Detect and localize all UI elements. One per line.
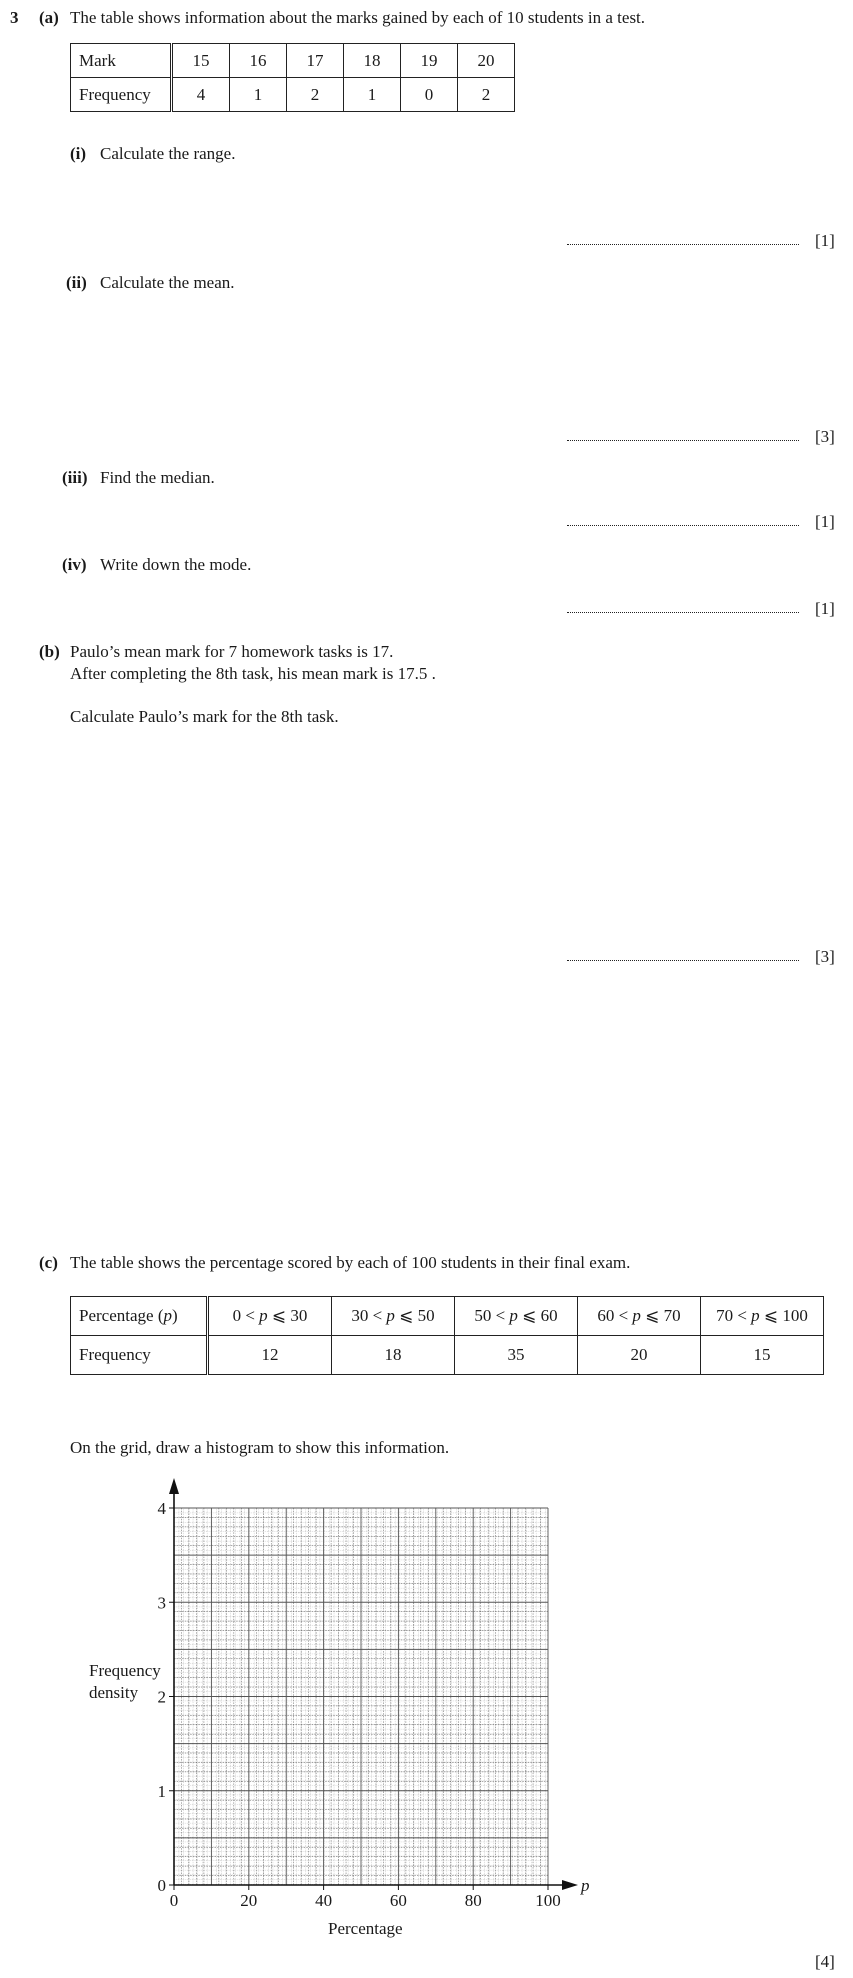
y-axis-label-line2: density: [89, 1683, 139, 1702]
part-a-intro: The table shows information about the marks gained by each of 10 students in a test.: [70, 8, 646, 27]
part-c-label: (c): [39, 1253, 58, 1272]
mark-i: [1]: [815, 231, 835, 250]
x-tick-label: 20: [240, 1891, 258, 1910]
frequency-cell: 2: [458, 78, 515, 112]
answer-line-b[interactable]: [567, 960, 799, 961]
frequency-cell: 0: [401, 78, 458, 112]
sub-iv-text: Write down the mode.: [100, 555, 252, 574]
marks-row-header: Mark: [71, 44, 172, 78]
mark-cell: 18: [344, 44, 401, 78]
mark-b: [3]: [815, 947, 835, 966]
x-tick-label: 40: [315, 1891, 333, 1910]
frequency-cell: 1: [344, 78, 401, 112]
frequency-cell: 1: [230, 78, 287, 112]
sub-ii-text: Calculate the mean.: [100, 273, 235, 292]
mark-ii: [3]: [815, 427, 835, 446]
y-tick-label: 2: [157, 1687, 166, 1707]
mark-cell: 17: [287, 44, 344, 78]
interval-cell: 60 < p ⩽ 70: [578, 1297, 701, 1336]
sub-iii-text: Find the median.: [100, 468, 215, 487]
y-axis-arrow-icon: [169, 1478, 179, 1494]
sub-i-text: Calculate the range.: [100, 144, 236, 163]
mark-c: [4]: [815, 1952, 835, 1971]
frequency-row-header-c: Frequency: [71, 1336, 208, 1375]
interval-cell: 30 < p ⩽ 50: [332, 1297, 455, 1336]
mark-cell: 20: [458, 44, 515, 78]
frequency-row-header: Frequency: [71, 78, 172, 112]
part-b-label: (b): [39, 642, 60, 661]
part-c-intro: The table shows the percentage scored by each of 100 students in their final exam.: [70, 1253, 631, 1272]
x-tick-label: 0: [169, 1891, 179, 1910]
percentage-table: [70, 1296, 824, 1375]
part-b-line3: Calculate Paulo’s mark for the 8th task.: [70, 707, 339, 726]
frequency-cell-c: 18: [332, 1336, 455, 1375]
interval-cell: 0 < p ⩽ 30: [208, 1297, 332, 1336]
frequency-cell: 2: [287, 78, 344, 112]
frequency-cell-c: 12: [208, 1336, 332, 1375]
y-tick-label: 1: [157, 1781, 166, 1801]
mark-cell: 16: [230, 44, 287, 78]
x-axis-variable: p: [581, 1876, 590, 1895]
answer-line-i[interactable]: [567, 244, 799, 245]
sub-ii-label: (ii): [66, 273, 87, 292]
x-axis-arrow-icon: [562, 1880, 578, 1890]
sub-iii-label: (iii): [62, 468, 88, 487]
answer-line-iv[interactable]: [567, 612, 799, 613]
x-tick-label: 60: [389, 1891, 407, 1910]
frequency-cell-c: 20: [578, 1336, 701, 1375]
grid-minor: [174, 1508, 548, 1885]
part-b-line1: Paulo’s mean mark for 7 homework tasks is 17.: [70, 642, 394, 661]
sub-i-label: (i): [70, 144, 87, 163]
question-number: 3: [10, 8, 19, 27]
frequency-cell: 4: [172, 78, 230, 112]
frequency-cell-c: 35: [455, 1336, 578, 1375]
mark-cell: 15: [172, 44, 230, 78]
histogram-instruction: On the grid, draw a histogram to show this information.: [70, 1438, 450, 1457]
x-tick-label: 100: [535, 1891, 561, 1910]
mark-iv: [1]: [815, 599, 835, 618]
sub-iv-label: (iv): [62, 555, 87, 574]
x-axis-label: Percentage: [328, 1919, 403, 1938]
y-tick-label: 3: [157, 1593, 166, 1613]
frequency-row: [71, 78, 515, 112]
part-a-label: (a): [39, 8, 59, 27]
marks-table: [70, 43, 515, 112]
percentage-row: [71, 1297, 824, 1336]
answer-line-ii[interactable]: [567, 440, 799, 441]
answer-line-iii[interactable]: [567, 525, 799, 526]
frequency-cell-c: 15: [701, 1336, 824, 1375]
interval-cell: 50 < p ⩽ 60: [455, 1297, 578, 1336]
y-tick-label: 4: [157, 1499, 166, 1518]
part-b-line2: After completing the 8th task, his mean mark is 17.5 .: [70, 664, 436, 683]
y-axis-label-line1: Frequency: [89, 1661, 161, 1680]
x-tick-label: 80: [464, 1891, 482, 1910]
frequency-row-c: [71, 1336, 824, 1375]
marks-row: [71, 44, 515, 78]
interval-cell: 70 < p ⩽ 100: [701, 1297, 824, 1336]
percentage-row-header: Percentage (p): [71, 1297, 208, 1336]
mark-iii: [1]: [815, 512, 835, 531]
y-tick-label: 0: [157, 1876, 166, 1895]
mark-cell: 19: [401, 44, 458, 78]
